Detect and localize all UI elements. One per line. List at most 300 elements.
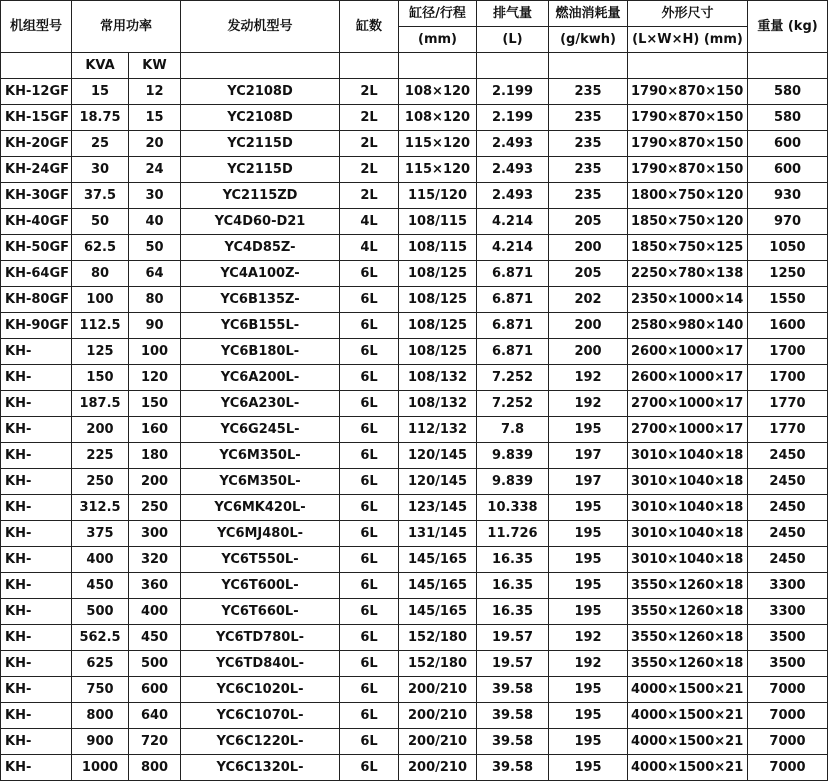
- cell-kva: 15: [72, 79, 129, 105]
- cell-dimensions: 3010×1040×18: [628, 521, 748, 547]
- cell-bore-stroke: 145/165: [399, 599, 477, 625]
- empty-cell: [748, 53, 828, 79]
- cell-engine-model: YC4D60-D21: [181, 209, 340, 235]
- cell-kva: 625: [72, 651, 129, 677]
- cell-weight: 1700: [748, 339, 828, 365]
- cell-displacement: 19.57: [477, 651, 549, 677]
- cell-engine-model: YC6B135Z-: [181, 287, 340, 313]
- table-body: [1, 1, 828, 781]
- header-bore-stroke-unit: (mm): [399, 27, 477, 53]
- cell-cylinders: 6L: [340, 417, 399, 443]
- cell-engine-model: YC6C1020L-: [181, 677, 340, 703]
- cell-weight: 580: [748, 79, 828, 105]
- empty-cell: [181, 53, 340, 79]
- empty-cell: [399, 53, 477, 79]
- cell-dimensions: 2700×1000×17: [628, 417, 748, 443]
- cell-engine-model: YC2115D: [181, 131, 340, 157]
- table-row: [1, 625, 828, 651]
- cell-fuel: 200: [549, 235, 628, 261]
- cell-fuel: 235: [549, 105, 628, 131]
- cell-weight: 3300: [748, 599, 828, 625]
- cell-weight: 1770: [748, 417, 828, 443]
- cell-bore-stroke: 120/145: [399, 443, 477, 469]
- cell-weight: 970: [748, 209, 828, 235]
- cell-kva: 25: [72, 131, 129, 157]
- header-cylinders: 缸数: [340, 1, 399, 53]
- cell-cylinders: 6L: [340, 677, 399, 703]
- header-displacement-unit: (L): [477, 27, 549, 53]
- cell-bore-stroke: 108×120: [399, 79, 477, 105]
- cell-model: KH-30GF: [1, 183, 72, 209]
- cell-kva: 50: [72, 209, 129, 235]
- cell-bore-stroke: 108/125: [399, 313, 477, 339]
- cell-fuel: 235: [549, 131, 628, 157]
- cell-kw: 50: [129, 235, 181, 261]
- cell-model: KH-20GF: [1, 131, 72, 157]
- cell-weight: 7000: [748, 703, 828, 729]
- cell-displacement: 9.839: [477, 443, 549, 469]
- cell-fuel: 200: [549, 313, 628, 339]
- header-fuel-unit: (g/kwh): [549, 27, 628, 53]
- cell-model: KH-12GF: [1, 79, 72, 105]
- cell-weight: 3500: [748, 625, 828, 651]
- cell-kw: 100: [129, 339, 181, 365]
- cell-displacement: 16.35: [477, 547, 549, 573]
- cell-engine-model: YC6A230L-: [181, 391, 340, 417]
- cell-kva: 400: [72, 547, 129, 573]
- cell-weight: 1550: [748, 287, 828, 313]
- header-dimensions: 外形尺寸: [628, 1, 748, 27]
- cell-kw: 40: [129, 209, 181, 235]
- cell-bore-stroke: 131/145: [399, 521, 477, 547]
- cell-kw: 64: [129, 261, 181, 287]
- cell-dimensions: 1790×870×150: [628, 105, 748, 131]
- cell-engine-model: YC6T550L-: [181, 547, 340, 573]
- cell-engine-model: YC6M350L-: [181, 469, 340, 495]
- cell-model: KH-: [1, 729, 72, 755]
- cell-engine-model: YC6M350L-: [181, 443, 340, 469]
- cell-dimensions: 2600×1000×17: [628, 365, 748, 391]
- cell-model: KH-40GF: [1, 209, 72, 235]
- cell-engine-model: YC6C1070L-: [181, 703, 340, 729]
- cell-bore-stroke: 145/165: [399, 573, 477, 599]
- table-row: [1, 417, 828, 443]
- cell-kva: 18.75: [72, 105, 129, 131]
- cell-kva: 250: [72, 469, 129, 495]
- cell-kw: 720: [129, 729, 181, 755]
- cell-kva: 750: [72, 677, 129, 703]
- cell-kw: 20: [129, 131, 181, 157]
- table-row: [1, 365, 828, 391]
- cell-fuel: 235: [549, 79, 628, 105]
- table-row: [1, 183, 828, 209]
- cell-dimensions: 2350×1000×14: [628, 287, 748, 313]
- cell-dimensions: 1800×750×120: [628, 183, 748, 209]
- cell-model: KH-: [1, 521, 72, 547]
- cell-fuel: 192: [549, 651, 628, 677]
- cell-model: KH-: [1, 417, 72, 443]
- cell-bore-stroke: 108×120: [399, 105, 477, 131]
- cell-kva: 112.5: [72, 313, 129, 339]
- cell-kw: 300: [129, 521, 181, 547]
- cell-dimensions: 2600×1000×17: [628, 339, 748, 365]
- empty-cell: [1, 53, 72, 79]
- cell-bore-stroke: 152/180: [399, 651, 477, 677]
- cell-weight: 2450: [748, 547, 828, 573]
- table-row: [1, 313, 828, 339]
- cell-fuel: 200: [549, 339, 628, 365]
- cell-kva: 100: [72, 287, 129, 313]
- cell-engine-model: YC6G245L-: [181, 417, 340, 443]
- cell-engine-model: YC6TD780L-: [181, 625, 340, 651]
- cell-kw: 80: [129, 287, 181, 313]
- table-row: [1, 547, 828, 573]
- cell-kva: 450: [72, 573, 129, 599]
- cell-fuel: 202: [549, 287, 628, 313]
- cell-bore-stroke: 108/125: [399, 287, 477, 313]
- cell-model: KH-: [1, 547, 72, 573]
- cell-kva: 30: [72, 157, 129, 183]
- cell-kw: 450: [129, 625, 181, 651]
- cell-displacement: 7.8: [477, 417, 549, 443]
- table-row: [1, 495, 828, 521]
- empty-cell: [628, 53, 748, 79]
- cell-engine-model: YC6C1320L-: [181, 755, 340, 781]
- cell-bore-stroke: 200/210: [399, 677, 477, 703]
- cell-fuel: 235: [549, 157, 628, 183]
- empty-cell: [549, 53, 628, 79]
- cell-model: KH-: [1, 391, 72, 417]
- cell-weight: 7000: [748, 729, 828, 755]
- cell-model: KH-: [1, 443, 72, 469]
- cell-dimensions: 2250×780×138: [628, 261, 748, 287]
- cell-fuel: 197: [549, 443, 628, 469]
- table-row: [1, 677, 828, 703]
- cell-weight: 7000: [748, 677, 828, 703]
- cell-fuel: 195: [549, 547, 628, 573]
- cell-fuel: 195: [549, 703, 628, 729]
- table-row: [1, 573, 828, 599]
- cell-model: KH-: [1, 703, 72, 729]
- cell-bore-stroke: 112/132: [399, 417, 477, 443]
- cell-engine-model: YC4A100Z-: [181, 261, 340, 287]
- cell-displacement: 4.214: [477, 235, 549, 261]
- cell-kva: 1000: [72, 755, 129, 781]
- cell-fuel: 195: [549, 599, 628, 625]
- header-row: [1, 1, 828, 27]
- cell-engine-model: YC6MK420L-: [181, 495, 340, 521]
- cell-dimensions: 3010×1040×18: [628, 547, 748, 573]
- table-row: [1, 261, 828, 287]
- cell-cylinders: 6L: [340, 313, 399, 339]
- cell-weight: 7000: [748, 755, 828, 781]
- cell-bore-stroke: 108/132: [399, 365, 477, 391]
- cell-fuel: 195: [549, 521, 628, 547]
- cell-engine-model: YC6T600L-: [181, 573, 340, 599]
- cell-displacement: 16.35: [477, 599, 549, 625]
- cell-model: KH-: [1, 365, 72, 391]
- empty-cell: [340, 53, 399, 79]
- cell-model: KH-80GF: [1, 287, 72, 313]
- header-power: 常用功率: [72, 1, 181, 53]
- cell-model: KH-: [1, 625, 72, 651]
- table-row: [1, 703, 828, 729]
- cell-kva: 312.5: [72, 495, 129, 521]
- cell-model: KH-: [1, 677, 72, 703]
- cell-weight: 3300: [748, 573, 828, 599]
- cell-displacement: 39.58: [477, 755, 549, 781]
- empty-cell: [477, 53, 549, 79]
- cell-model: KH-50GF: [1, 235, 72, 261]
- cell-kva: 800: [72, 703, 129, 729]
- cell-kw: 400: [129, 599, 181, 625]
- header-fuel: 燃油消耗量: [549, 1, 628, 27]
- cell-cylinders: 6L: [340, 495, 399, 521]
- cell-cylinders: 2L: [340, 79, 399, 105]
- cell-cylinders: 2L: [340, 105, 399, 131]
- cell-engine-model: YC6B155L-: [181, 313, 340, 339]
- cell-kva: 187.5: [72, 391, 129, 417]
- cell-kw: 160: [129, 417, 181, 443]
- cell-displacement: 9.839: [477, 469, 549, 495]
- cell-cylinders: 6L: [340, 729, 399, 755]
- cell-fuel: 205: [549, 209, 628, 235]
- cell-dimensions: 3550×1260×18: [628, 625, 748, 651]
- cell-kw: 360: [129, 573, 181, 599]
- cell-cylinders: 6L: [340, 703, 399, 729]
- cell-cylinders: 6L: [340, 521, 399, 547]
- cell-model: KH-: [1, 339, 72, 365]
- cell-model: KH-24GF: [1, 157, 72, 183]
- cell-displacement: 19.57: [477, 625, 549, 651]
- cell-fuel: 192: [549, 391, 628, 417]
- cell-dimensions: 3010×1040×18: [628, 495, 748, 521]
- cell-displacement: 16.35: [477, 573, 549, 599]
- cell-bore-stroke: 120/145: [399, 469, 477, 495]
- cell-engine-model: YC6B180L-: [181, 339, 340, 365]
- cell-weight: 3500: [748, 651, 828, 677]
- table-row: [1, 599, 828, 625]
- cell-displacement: 11.726: [477, 521, 549, 547]
- cell-kw: 320: [129, 547, 181, 573]
- cell-fuel: 235: [549, 183, 628, 209]
- cell-dimensions: 1850×750×120: [628, 209, 748, 235]
- cell-displacement: 2.493: [477, 157, 549, 183]
- cell-fuel: 195: [549, 729, 628, 755]
- cell-bore-stroke: 108/132: [399, 391, 477, 417]
- cell-engine-model: YC2108D: [181, 79, 340, 105]
- cell-dimensions: 3550×1260×18: [628, 651, 748, 677]
- cell-cylinders: 6L: [340, 599, 399, 625]
- header-engine: 发动机型号: [181, 1, 340, 53]
- cell-bore-stroke: 123/145: [399, 495, 477, 521]
- cell-dimensions: 4000×1500×21: [628, 755, 748, 781]
- cell-dimensions: 1790×870×150: [628, 157, 748, 183]
- cell-engine-model: YC2115D: [181, 157, 340, 183]
- cell-displacement: 4.214: [477, 209, 549, 235]
- cell-bore-stroke: 115/120: [399, 183, 477, 209]
- cell-cylinders: 6L: [340, 651, 399, 677]
- cell-weight: 2450: [748, 495, 828, 521]
- cell-model: KH-90GF: [1, 313, 72, 339]
- table-row: [1, 339, 828, 365]
- cell-bore-stroke: 200/210: [399, 755, 477, 781]
- cell-cylinders: 4L: [340, 235, 399, 261]
- cell-cylinders: 2L: [340, 183, 399, 209]
- cell-bore-stroke: 145/165: [399, 547, 477, 573]
- cell-cylinders: 6L: [340, 547, 399, 573]
- table-row: [1, 105, 828, 131]
- table-row: [1, 521, 828, 547]
- cell-displacement: 2.199: [477, 105, 549, 131]
- subheader-row: [1, 53, 828, 79]
- cell-weight: 930: [748, 183, 828, 209]
- cell-cylinders: 6L: [340, 391, 399, 417]
- table-row: [1, 131, 828, 157]
- cell-dimensions: 3010×1040×18: [628, 469, 748, 495]
- cell-weight: 1050: [748, 235, 828, 261]
- cell-fuel: 205: [549, 261, 628, 287]
- cell-model: KH-: [1, 755, 72, 781]
- cell-bore-stroke: 115×120: [399, 131, 477, 157]
- cell-dimensions: 4000×1500×21: [628, 703, 748, 729]
- cell-dimensions: 2580×980×140: [628, 313, 748, 339]
- cell-model: KH-15GF: [1, 105, 72, 131]
- table-row: [1, 469, 828, 495]
- cell-weight: 1250: [748, 261, 828, 287]
- cell-cylinders: 6L: [340, 365, 399, 391]
- cell-weight: 1700: [748, 365, 828, 391]
- cell-kva: 125: [72, 339, 129, 365]
- cell-bore-stroke: 108/125: [399, 261, 477, 287]
- cell-cylinders: 6L: [340, 443, 399, 469]
- cell-engine-model: YC6C1220L-: [181, 729, 340, 755]
- cell-bore-stroke: 108/125: [399, 339, 477, 365]
- cell-kw: 12: [129, 79, 181, 105]
- cell-dimensions: 3010×1040×18: [628, 443, 748, 469]
- cell-weight: 1600: [748, 313, 828, 339]
- table-row: [1, 729, 828, 755]
- cell-cylinders: 2L: [340, 131, 399, 157]
- cell-fuel: 195: [549, 573, 628, 599]
- cell-cylinders: 6L: [340, 755, 399, 781]
- cell-displacement: 6.871: [477, 313, 549, 339]
- cell-cylinders: 6L: [340, 469, 399, 495]
- cell-engine-model: YC6TD840L-: [181, 651, 340, 677]
- cell-kw: 640: [129, 703, 181, 729]
- cell-displacement: 7.252: [477, 365, 549, 391]
- cell-engine-model: YC4D85Z-: [181, 235, 340, 261]
- cell-engine-model: YC6MJ480L-: [181, 521, 340, 547]
- table-row: [1, 235, 828, 261]
- cell-model: KH-: [1, 651, 72, 677]
- cell-cylinders: 6L: [340, 625, 399, 651]
- cell-engine-model: YC2115ZD: [181, 183, 340, 209]
- cell-kw: 250: [129, 495, 181, 521]
- cell-engine-model: YC2108D: [181, 105, 340, 131]
- cell-displacement: 6.871: [477, 287, 549, 313]
- cell-bore-stroke: 115×120: [399, 157, 477, 183]
- cell-dimensions: 3550×1260×18: [628, 599, 748, 625]
- cell-weight: 2450: [748, 443, 828, 469]
- cell-dimensions: 3550×1260×18: [628, 573, 748, 599]
- cell-weight: 600: [748, 131, 828, 157]
- cell-kw: 90: [129, 313, 181, 339]
- header-displacement: 排气量: [477, 1, 549, 27]
- cell-cylinders: 2L: [340, 157, 399, 183]
- cell-fuel: 195: [549, 677, 628, 703]
- cell-bore-stroke: 200/210: [399, 703, 477, 729]
- cell-kva: 37.5: [72, 183, 129, 209]
- cell-fuel: 195: [549, 417, 628, 443]
- cell-displacement: 10.338: [477, 495, 549, 521]
- cell-model: KH-: [1, 469, 72, 495]
- table-row: [1, 209, 828, 235]
- table-row: [1, 157, 828, 183]
- cell-kw: 600: [129, 677, 181, 703]
- table-row: [1, 287, 828, 313]
- cell-dimensions: 2700×1000×17: [628, 391, 748, 417]
- cell-engine-model: YC6T660L-: [181, 599, 340, 625]
- header-model: 机组型号: [1, 1, 72, 53]
- cell-bore-stroke: 152/180: [399, 625, 477, 651]
- cell-dimensions: 1790×870×150: [628, 131, 748, 157]
- cell-displacement: 2.199: [477, 79, 549, 105]
- table-row: [1, 443, 828, 469]
- cell-model: KH-: [1, 599, 72, 625]
- cell-cylinders: 6L: [340, 339, 399, 365]
- cell-bore-stroke: 108/115: [399, 235, 477, 261]
- header-kva: KVA: [72, 53, 129, 79]
- cell-displacement: 6.871: [477, 339, 549, 365]
- cell-kva: 500: [72, 599, 129, 625]
- cell-kva: 900: [72, 729, 129, 755]
- cell-kw: 120: [129, 365, 181, 391]
- cell-cylinders: 4L: [340, 209, 399, 235]
- cell-displacement: 2.493: [477, 131, 549, 157]
- cell-displacement: 6.871: [477, 261, 549, 287]
- cell-kva: 375: [72, 521, 129, 547]
- header-weight: 重量 (kg): [748, 1, 828, 53]
- cell-dimensions: 4000×1500×21: [628, 677, 748, 703]
- table-row: [1, 651, 828, 677]
- cell-displacement: 2.493: [477, 183, 549, 209]
- cell-kva: 62.5: [72, 235, 129, 261]
- cell-kw: 800: [129, 755, 181, 781]
- cell-kw: 500: [129, 651, 181, 677]
- table-row: [1, 391, 828, 417]
- cell-fuel: 195: [549, 755, 628, 781]
- cell-kw: 15: [129, 105, 181, 131]
- cell-kva: 225: [72, 443, 129, 469]
- cell-weight: 580: [748, 105, 828, 131]
- cell-kva: 150: [72, 365, 129, 391]
- cell-displacement: 39.58: [477, 729, 549, 755]
- cell-cylinders: 6L: [340, 261, 399, 287]
- cell-bore-stroke: 108/115: [399, 209, 477, 235]
- cell-kw: 24: [129, 157, 181, 183]
- header-kw: KW: [129, 53, 181, 79]
- table-row: [1, 79, 828, 105]
- cell-fuel: 197: [549, 469, 628, 495]
- header-dimensions-unit: (L×W×H) (mm): [628, 27, 748, 53]
- cell-weight: 2450: [748, 521, 828, 547]
- cell-kw: 150: [129, 391, 181, 417]
- cell-model: KH-: [1, 495, 72, 521]
- cell-cylinders: 6L: [340, 573, 399, 599]
- cell-kw: 30: [129, 183, 181, 209]
- cell-weight: 2450: [748, 469, 828, 495]
